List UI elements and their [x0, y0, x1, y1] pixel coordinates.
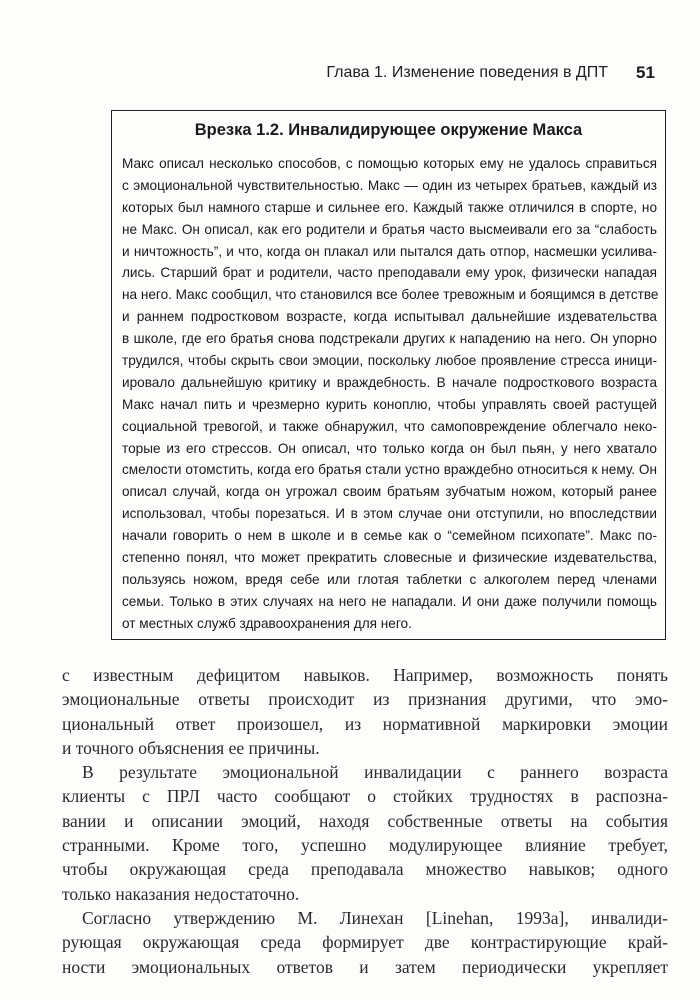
body-text-line: Согласно утверждению М. Линехан [Linehan, 1993a], инвалиди-	[82, 907, 668, 928]
body-text-line: рующая окружающая среда формирует две контрастирующие край-	[62, 932, 668, 953]
body-text-line: чтобы окружающая среда преподавала множество навыков; одного	[62, 859, 668, 880]
sidebar-box	[111, 110, 666, 640]
body-text-line: В результате эмоциональной инвалидации с раннего возраста	[82, 762, 668, 783]
sidebar-text-line: с эмоциональной чувствительностью. Макс — один из четырех братьев, каждый из	[122, 177, 657, 193]
sidebar-text-line: социальной тревогой, и также обнаружил, что самоповреждение облегчало неко-	[122, 418, 657, 434]
sidebar-text-line: лись. Старший брат и родители, часто преподавали ему урок, физически нападая	[122, 265, 657, 281]
sidebar-text-line: семьи. Только в этих случаях на него не нападали. И они даже получили помощь	[122, 593, 657, 609]
sidebar-text-line: смелости отомстить, когда его братья стали устно враждебно относиться к нему. Он	[122, 462, 657, 478]
body-text-line: и точного объяснения ее причины.	[62, 737, 320, 758]
body-text-line: циональный ответ произошел, из нормативной маркировки эмоции	[62, 713, 668, 734]
sidebar-text-line: и раннем подростковом возрасте, когда испытывал дальнейшие издевательства	[122, 309, 657, 325]
sidebar-text-line: описал случай, когда он угрожал своим братьям зубчатым ножом, который ранее	[122, 484, 657, 500]
sidebar-text-line: ировало дальнейшую критику и враждебность. В начале подросткового возраста	[122, 374, 657, 390]
sidebar-text-line: пользуясь ножом, вредя себе или глотая таблетки с алкоголем перед членами	[122, 571, 657, 587]
sidebar-text-line: не Макс. Он описал, как его родители и братья часто высмеивали его за “слабость	[122, 221, 657, 237]
sidebar-text-line: Макс описал несколько способов, с помощью которых ему не удалось справиться	[122, 156, 657, 171]
sidebar-text-line: использовал, чтобы порезаться. И в этом случае они отступили, но впоследствии	[122, 506, 657, 522]
chapter-title: Глава 1. Изменение поведения в ДПТ	[326, 64, 608, 81]
sidebar-text-line: Макс начал пить и чрезмерно курить коноплю, чтобы управлять своей растущей	[122, 396, 657, 412]
body-text-line: эмоциональные ответы происходит из признания другими, что эмо-	[62, 689, 668, 710]
sidebar-text-line: торые из его стрессов. Он описал, что только когда он был пьян, у него хватало	[122, 440, 657, 456]
page-number: 51	[636, 63, 655, 82]
body-text-line: ности эмоциональных ответов и затем периодически укрепляет	[62, 956, 668, 977]
sidebar-text-line: начали говорить о нем в школе и в семье как о “семейном психопате”. Макс по-	[122, 528, 657, 544]
sidebar-text-line: которых был намного старше и сильнее его. Каждый также отличился в спорте, но	[122, 199, 657, 215]
sidebar-text-line: и ничтожность”, и что, когда он плакал или пытался дать отпор, насмешки усилива-	[122, 243, 657, 259]
body-text-line: только наказания недостаточно.	[62, 883, 300, 904]
sidebar-text-line: от местных служб здравоохранения для него.	[122, 615, 412, 631]
running-header	[0, 62, 700, 88]
sidebar-box-text	[122, 153, 657, 635]
body-text	[62, 663, 668, 979]
body-text-line: странными. Кроме того, успешно модулирующее влияние требует,	[62, 835, 668, 856]
body-text-line: вании и описании эмоций, находя собственные ответы на события	[62, 810, 668, 831]
body-text-line: с известным дефицитом навыков. Например, возможность понять	[62, 665, 668, 685]
sidebar-box-title: Врезка 1.2. Инвалидирующее окружение Макса	[194, 121, 583, 139]
sidebar-text-line: в школе, где его братья снова подстрекали других к нападению на него. Он упорно	[122, 331, 657, 347]
sidebar-text-line: трудился, чтобы скрыть свои эмоции, поскольку любое проявление стресса иници-	[122, 353, 657, 369]
sidebar-text-line: на него. Макс сообщил, что становился все более тревожным и боящимся в детстве	[122, 287, 659, 303]
body-text-line: клиенты с ПРЛ часто сообщают о стойких трудностях в распозна-	[62, 786, 668, 807]
sidebar-text-line: степенно понял, что может прекратить словесные и физические издевательства,	[122, 550, 657, 566]
